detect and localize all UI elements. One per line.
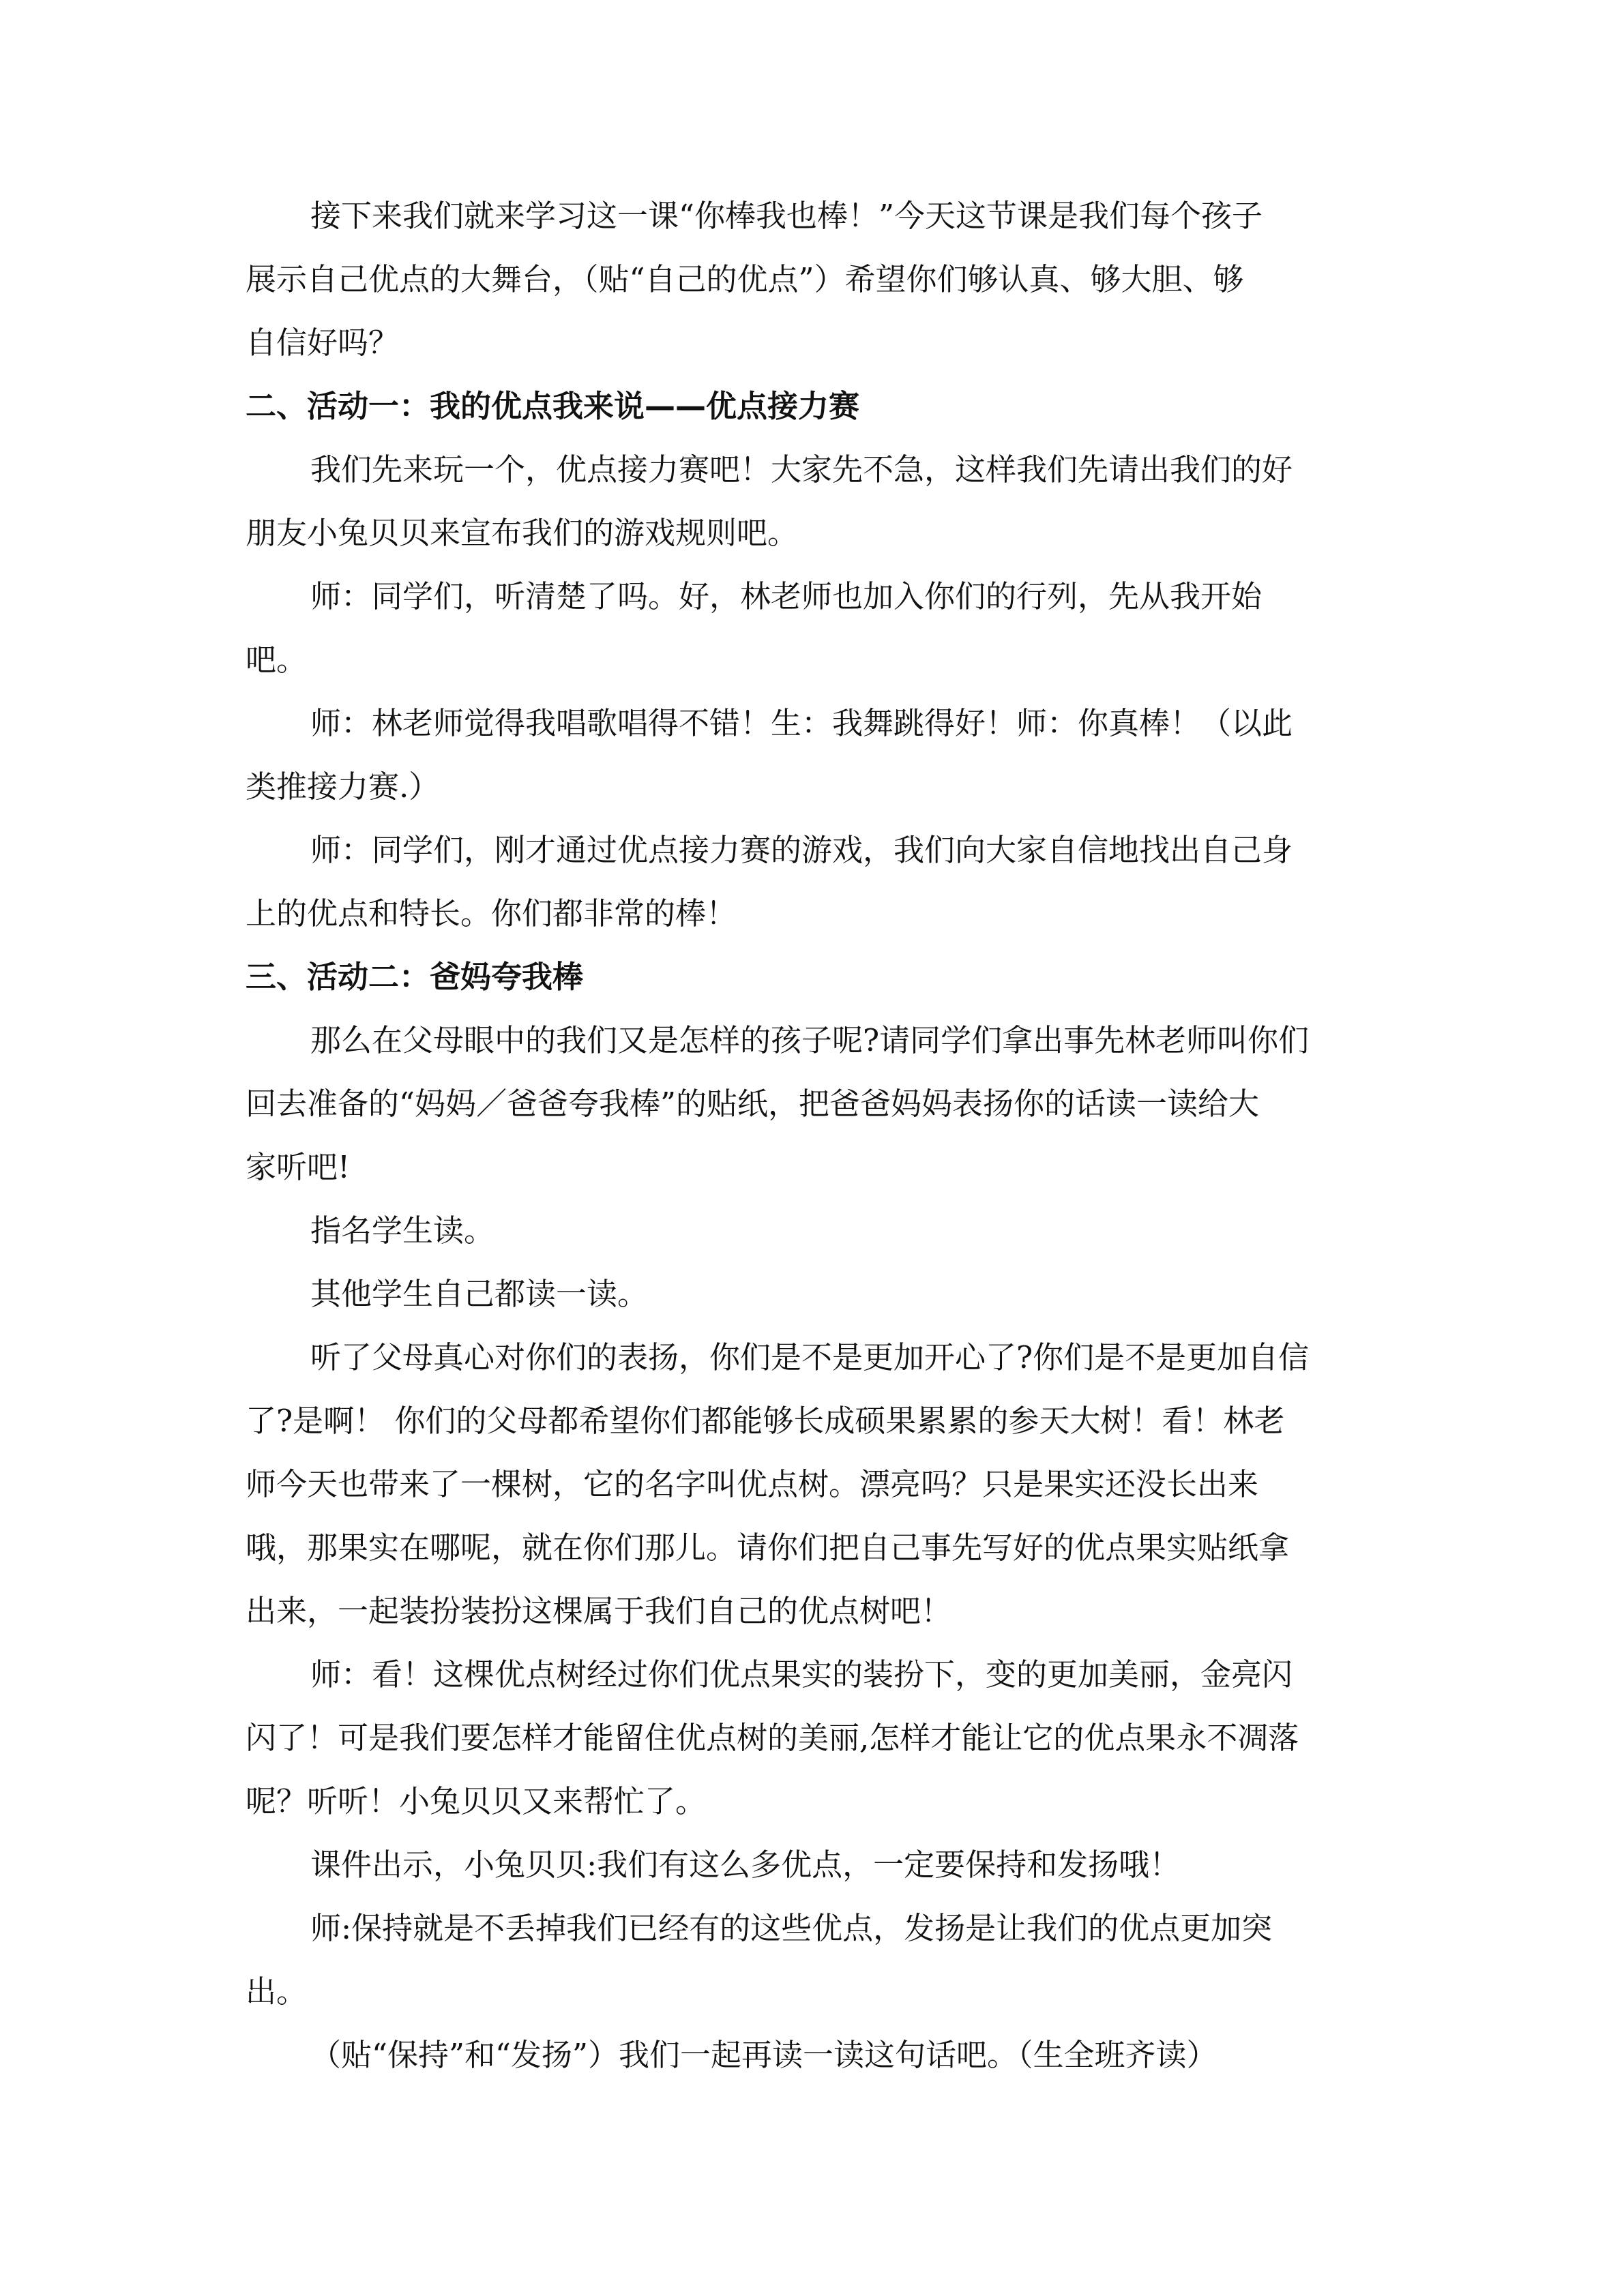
text-line: 师:保持就是不丢掉我们已经有的这些优点，发扬是让我们的优点更加突 (310, 1910, 1273, 1946)
paragraph (246, 1833, 1364, 1896)
text-line: 自信好吗？ (246, 325, 400, 361)
text-line: 听了父母真心对你们的表扬，你们是不是更加开心了?你们是不是更加自信 (310, 1339, 1310, 1375)
text-line: 吧。 (246, 642, 308, 678)
paragraph (246, 1009, 1364, 1199)
paragraph (246, 1643, 1364, 1833)
text-line: 其他学生自己都读一读。 (310, 1276, 649, 1312)
text-line: 师：同学们，刚才通过优点接力赛的游戏，我们向大家自信地找出自己身 (310, 832, 1293, 868)
text-line: 类推接力赛.） (246, 769, 440, 805)
paragraph (246, 438, 1364, 565)
text-line: 朋友小兔贝贝来宣布我们的游戏规则吧。 (246, 515, 799, 551)
text-line: 了?是啊！ 你们的父母都希望你们都能够长成硕果累累的参天大树！看！林老 (246, 1403, 1285, 1439)
text-line: 接下来我们就来学习这一课“你棒我也棒！”今天这节课是我们每个孩子 (310, 198, 1263, 234)
paragraph (246, 184, 1364, 374)
text-line: 展示自己优点的大舞台，（贴“自己的优点”）希望你们够认真、够大胆、够 (246, 261, 1244, 297)
document-page (246, 184, 1364, 2087)
text-line: 哦，那果实在哪呢，就在你们那儿。请你们把自己事先写好的优点果实贴纸拿 (246, 1530, 1290, 1566)
text-line: 出来，一起装扮装扮这棵属于我们自己的优点树吧！ (246, 1593, 952, 1629)
text-line: 师今天也带来了一棵树，它的名字叫优点树。漂亮吗？只是果实还没长出来 (246, 1466, 1259, 1502)
paragraph (246, 565, 1364, 691)
paragraph (246, 818, 1364, 945)
text-line: 上的优点和特长。你们都非常的棒！ (246, 895, 737, 931)
text-line: 闪了！可是我们要怎样才能留住优点树的美丽,怎样才能让它的优点果永不凋落 (246, 1720, 1299, 1756)
text-line: 回去准备的“妈妈／爸爸夸我棒”的贴纸，把爸爸妈妈表扬你的话读一读给大 (246, 1086, 1260, 1122)
text-line: 出。 (246, 1973, 308, 2010)
paragraph (246, 1262, 1364, 1326)
text-line: 师：看！这棵优点树经过你们优点果实的装扮下，变的更加美丽，金亮闪 (310, 1656, 1293, 1693)
section-heading: 三、活动二：爸妈夸我棒 (246, 959, 584, 995)
text-line: 呢？听听！小兔贝贝又来帮忙了。 (246, 1783, 707, 1819)
paragraph (246, 1199, 1364, 1262)
paragraph (246, 2023, 1364, 2087)
paragraph (246, 691, 1364, 818)
text-line: 家听吧! (246, 1149, 351, 1185)
text-line: 师：林老师觉得我唱歌唱得不错！生：我舞跳得好！师：你真棒！（以此 (310, 705, 1293, 741)
paragraph (246, 1326, 1364, 1643)
text-line: 我们先来玩一个，优点接力赛吧！大家先不急，这样我们先请出我们的好 (310, 451, 1293, 488)
text-line: 师：同学们，听清楚了吗。好，林老师也加入你们的行列，先从我开始 (310, 578, 1263, 614)
text-line: 课件出示，小兔贝贝:我们有这么多优点，一定要保持和发扬哦！ (310, 1847, 1181, 1883)
section-heading: 二、活动一：我的优点我来说——优点接力赛 (246, 388, 860, 424)
text-line: （贴“保持”和“发扬”）我们一起再读一读这句话吧。（生全班齐读） (310, 2037, 1217, 2073)
text-line: 那么在父母眼中的我们又是怎样的孩子呢?请同学们拿出事先林老师叫你们 (310, 1022, 1310, 1058)
paragraph (246, 1896, 1364, 2023)
text-line: 指名学生读。 (310, 1212, 495, 1249)
